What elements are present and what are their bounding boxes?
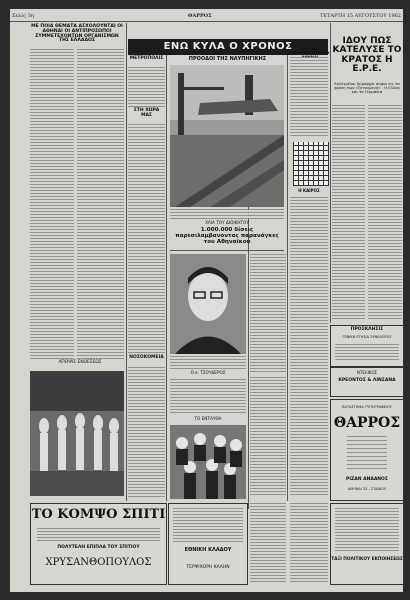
ad-tharros (330, 399, 404, 501)
dancers-photo (30, 371, 124, 496)
tharros-title: ΘΑΡΡΟΣ (333, 415, 401, 431)
col2-head3: ΝΟΣΟΚΟΜΕΙΑ (129, 355, 164, 360)
center-text-a (170, 379, 246, 414)
ad-center-title: ΕΘΝΙΚΗ ΚΛΑΔΟΥ (184, 547, 232, 553)
ad-right-1 (330, 325, 404, 367)
ad-right-1-sub: ΓΕΝΙΚΗ ΕΤΗΣΙΑ ΣΥΝΕΛΕΥΣΙΣ (342, 335, 392, 339)
portrait-caption-lines (170, 356, 246, 370)
page-label: Σελίς 3η (12, 13, 34, 19)
ad-left-line: ΠΟΛΥΤΕΛΗ ΕΠΙΠΛΑ ΤΟΥ ΣΠΙΤΙΟΥ (57, 545, 140, 550)
col4-text-c (250, 503, 286, 583)
col2-text-c (128, 367, 165, 497)
col2-text-b (128, 124, 165, 354)
bottom-caption: ΤΟ ΕΝΤΑΥΘΑ (194, 416, 222, 421)
far-right-text-b (368, 105, 402, 319)
left-photo-caption: ΑΠΟΨΙΣ ΕΚΘΕΣΕΩΣ (58, 360, 102, 365)
col5-text-c (290, 503, 328, 583)
right-section: Η ΚΑΙΡΟΣ (298, 188, 320, 193)
newspaper-page (10, 9, 403, 592)
photo-caption-lines (170, 209, 284, 219)
col2-text-a (128, 67, 165, 107)
col4-text-a (250, 254, 286, 374)
ad-bottom-right-title: ΤΑΞΙ ΠΟΛΙΤΙΚΟΥ ΕΚΠΟΙΗΣΕΩΣ (331, 557, 403, 562)
right-col-text-a (290, 57, 328, 137)
tharros-pre: ΚΑΤΑΣΤΗΜΑ ΤΥΠΟΓΡΑΦΕΙΟΥ (342, 405, 392, 409)
portrait-photo (170, 254, 246, 354)
ad-left-brand: ΧΡΥΣΑΝΘΟΠΟΥΛΟΣ (45, 557, 152, 568)
col2-head1: ΜΕΤΡΟΠΟΛΙΣ (129, 56, 164, 61)
portrait-caption: Ο κ. ΤΣΟΥΔΕΡΟΣ (190, 370, 226, 375)
left-text-a (30, 49, 74, 359)
banner: ΕΝΩ ΚΥΛΑ Ο ΧΡΟΝΟΣ (128, 39, 328, 55)
far-right-text-a (332, 105, 365, 319)
group-photo (170, 425, 246, 499)
tharros-sub: ΡΙΖΑΝ ΑΝΔΑΝΟΣ (346, 477, 388, 482)
date-label: ΤΕΤΑΡΤΗ 15 ΑΥΓΟΥΣΤΟΥ 1962 (320, 13, 401, 19)
ad-left-title: ΤΟ ΚΟΜΨΟ ΣΠΙΤΙ (31, 507, 166, 522)
ad-center-sub: ΤΕΡΨΙΧΟΡΗ ΚΑΛΗΝ (186, 565, 230, 570)
ad-center (168, 503, 248, 585)
right-col-head: ΜΕ ΤΟΝ ΠΑΡΑΚΟΛΟΥΘΗΣΗ (290, 46, 330, 55)
crossword-grid (293, 142, 329, 186)
left-headline: ΜΕ ΠΟΙΑ ΘΕΜΑΤΑ ΑΣΧΟΛΟΥΝΤΑΙ ΟΙ ΑΘΗΝΑΙ ΟΙ ΑΝΤΙΠΡΟΣΩΠΟΙ ΣΥΜΜΕΤΕΧΟΝΤΩΝ ΟΡΓΑΝΙΣΜΩΝ ΤΗΣ ΕΛΛΑΔΟΣ (31, 24, 123, 44)
ad-right-2 (330, 367, 404, 397)
left-text-b (77, 49, 124, 359)
center-sub-head: ΧΛΙΑ ΤΟΥ ΔΙΟΙΚΗΤΟΥ (205, 220, 249, 225)
paper-name: ΘΑΡΡΟΣ (188, 13, 212, 19)
right-col-text-b (290, 197, 328, 497)
center-top-head: ΠΡΟΟΔΟΙ ΤΗΣ ΝΑΥΠΗΓΙΚΗΣ (188, 56, 267, 62)
ad-right-2-title: ΝΤΕΛΙΚΟΣ (356, 370, 378, 375)
ad-left (30, 503, 167, 585)
center-main-head: 1.000.000 δίσεις παρεσιλαμβανοντας παρανάγκες του Αθηναϊκου (175, 227, 279, 245)
right-headline: ΙΔΟΥ ΠΩΣ ΚΑΤΕΛΥΣΕ ΤΟ ΚΡΑΤΟΣ Η Ε.Ρ.Ε. (332, 36, 402, 75)
col4-text-b (250, 377, 286, 497)
ad-right-1-title: ΠΡΟΣΚΛΗΣΙΣ (350, 327, 384, 332)
right-subhead: Εκλεγμένοι δημαρχοι ψηφοι εις τα χρονη των «ζητουμενη» - Η Ελλας και το Γερμανία (334, 81, 400, 94)
page-header (10, 12, 403, 22)
ad-right-3-title: ΚΡΕΟΝΤΟΣ & ΛΙΝΣΑΝΑ (338, 378, 396, 383)
col2-head2: ΣΤΗ ΧΩΡΑ ΜΑΣ (133, 108, 160, 118)
tharros-addr: ΑΘΗΝΑΙ 23 - ΣΤΑΔΙΟΥ (348, 487, 386, 491)
shipyard-photo (170, 65, 284, 207)
ad-bottom-right (330, 503, 404, 585)
